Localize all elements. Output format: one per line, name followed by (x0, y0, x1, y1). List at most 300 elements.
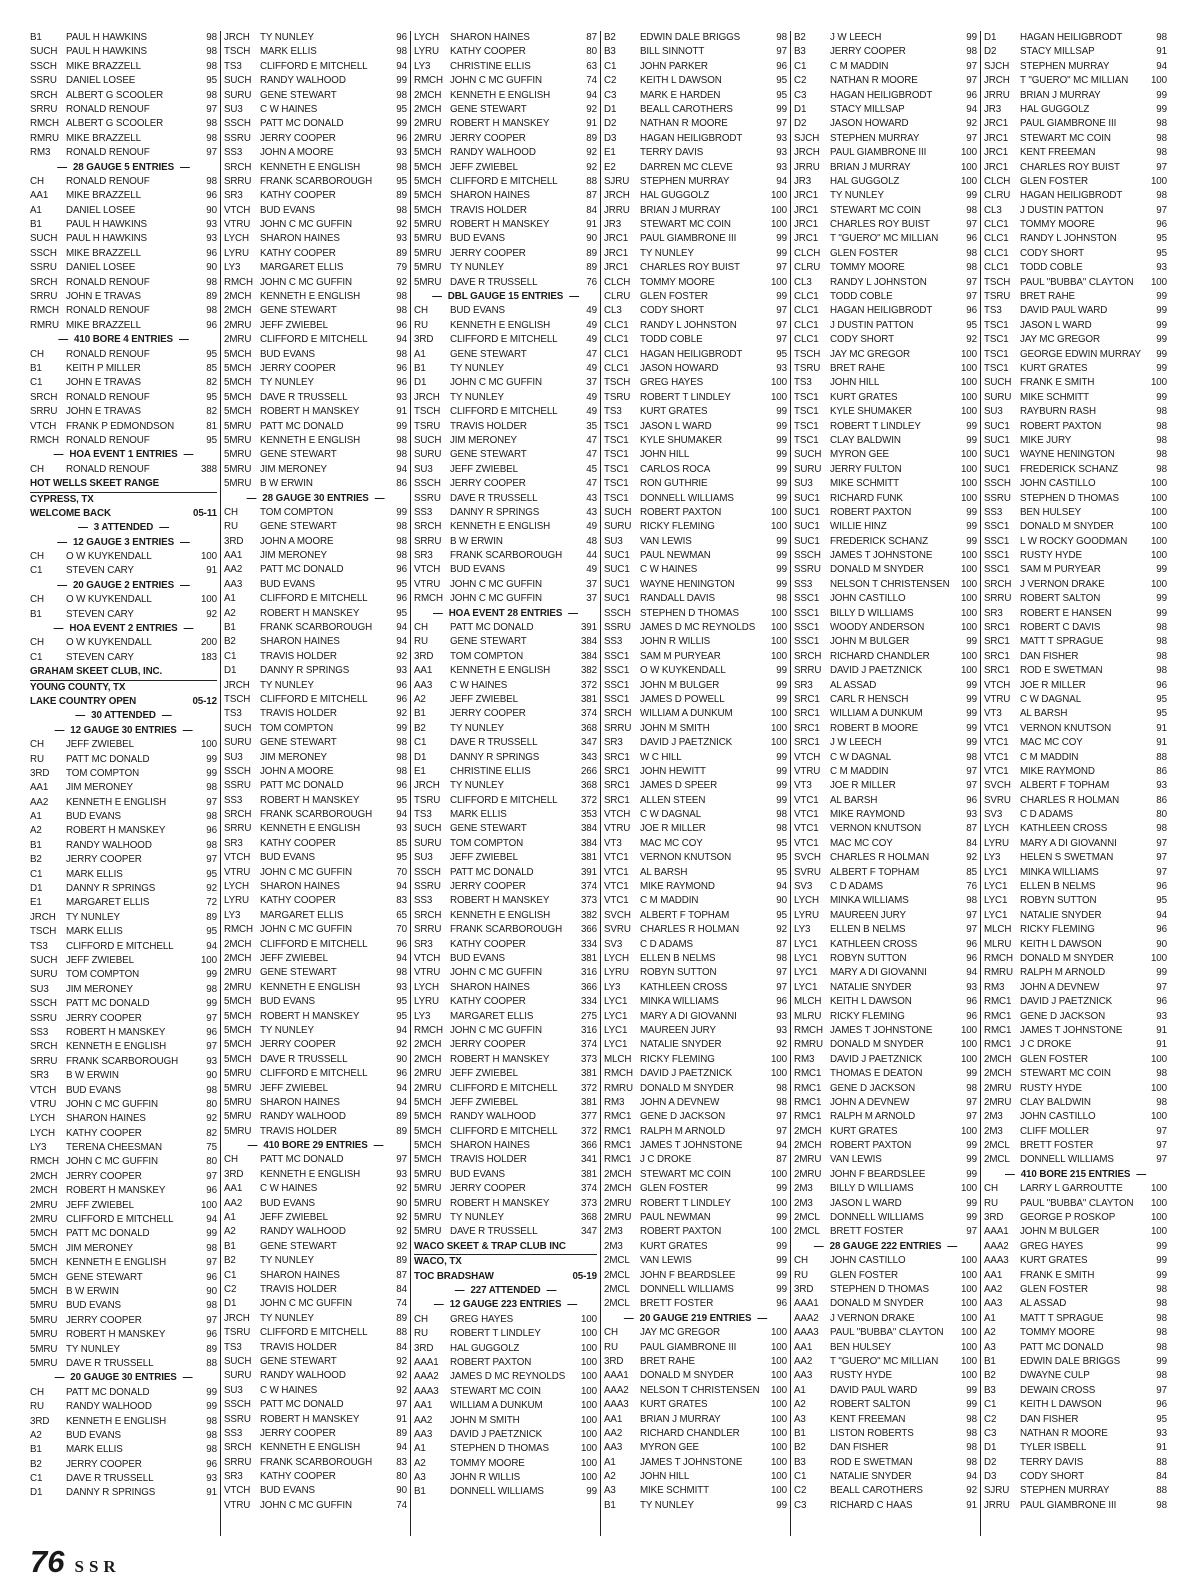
result-class: AA1 (414, 1400, 433, 1412)
shooter-name: RONALD RENOUF (66, 391, 150, 403)
shooter-name: GENE STEWART (450, 103, 527, 115)
result-entry (414, 218, 597, 232)
shooter-score: 47 (586, 478, 597, 490)
shooter-name: DAN FISHER (830, 1442, 889, 1454)
result-class: RM3 (30, 147, 51, 159)
shooter-name: JASON HOWARD (830, 118, 909, 130)
shooter-name: ELLEN B NELMS (640, 953, 716, 964)
shooter-score: 97 (206, 1041, 217, 1053)
shooter-score: 99 (966, 693, 977, 705)
result-entry (984, 376, 1167, 390)
shooter-name: DAVE R TRUSSELL (450, 737, 538, 749)
result-class: 2MCH (30, 1170, 58, 1182)
result-class: 5MCH (224, 1039, 252, 1051)
shooter-name: TY NUNLEY (450, 780, 504, 792)
shooter-name: STEWART MC COIN (1020, 132, 1111, 144)
result-class: JRCH (414, 391, 440, 403)
result-entry (794, 923, 977, 937)
result-class: SURU (30, 969, 58, 981)
result-class: AA1 (794, 1341, 813, 1353)
result-entry (224, 304, 407, 318)
result-class: SURU (604, 521, 632, 533)
shooter-name: TOM COMPTON (260, 722, 334, 734)
result-entry (984, 333, 1167, 347)
result-class: VTCH (224, 852, 251, 864)
shooter-name: T "GUERO" MC MILLIAN (830, 1355, 939, 1367)
club-name: WACO SKEET & TRAP CLUB INC (414, 1240, 597, 1255)
shooter-name: RICHARD C HAAS (830, 1499, 913, 1511)
shooter-name: WAYNE HENINGTON (1020, 449, 1115, 461)
result-entry (224, 851, 407, 865)
result-class: C3 (794, 1499, 807, 1511)
result-entry (984, 362, 1167, 376)
result-entry (794, 1341, 977, 1355)
result-class: 2MCH (224, 291, 252, 303)
shooter-name: TOMMY MOORE (450, 1457, 525, 1469)
result-entry (30, 376, 217, 390)
shooter-name: C W DAGNAL (640, 809, 702, 821)
shooter-score: 98 (396, 765, 407, 777)
shooter-name: TYLER ISBELL (1020, 1442, 1087, 1454)
result-class: 2MRU (414, 132, 442, 144)
result-class: SVRU (984, 794, 1011, 806)
result-entry (224, 635, 407, 649)
shooter-name: CARLOS ROCA (640, 463, 711, 475)
shooter-score: 95 (206, 391, 217, 403)
result-class: RMCH (794, 1024, 823, 1036)
result-entry (794, 650, 977, 664)
result-class: SRCH (224, 1442, 252, 1454)
result-class: SS3 (414, 506, 433, 518)
result-entry (414, 938, 597, 952)
result-entry (604, 808, 787, 822)
shooter-name: ROBERT PAXTON (830, 1140, 912, 1152)
shooter-score: 334 (580, 996, 597, 1008)
shooter-score: 95 (1156, 708, 1167, 720)
result-class: AA2 (30, 796, 49, 808)
result-class: RMC1 (984, 996, 1012, 1008)
result-entry (604, 463, 787, 477)
result-class: JRCH (984, 75, 1010, 87)
shooter-score: 93 (396, 147, 407, 159)
result-class: TSRU (794, 362, 821, 374)
shooter-name: JERRY COOPER (66, 854, 142, 866)
result-class: B2 (984, 1370, 996, 1382)
shooter-score: 100 (960, 391, 977, 403)
shooter-name: RALPH M ARNOLD (830, 1111, 916, 1123)
result-class: SUCH (224, 1355, 252, 1367)
shooter-score: 95 (776, 909, 787, 921)
shooter-score: 96 (206, 247, 217, 259)
result-entry (30, 796, 217, 810)
result-entry (414, 621, 597, 635)
shooter-score: 97 (206, 103, 217, 115)
shooter-name: DANNY R SPRINGS (260, 665, 350, 677)
result-entry (604, 751, 787, 765)
shooter-score: 99 (776, 679, 787, 691)
shooter-score: 96 (396, 132, 407, 144)
shooter-name: PAUL GIAMBRONE III (830, 147, 927, 159)
shooter-score: 96 (776, 1298, 787, 1310)
shooter-score: 368 (580, 780, 597, 792)
shooter-score: 98 (396, 348, 407, 360)
result-class: C1 (224, 1269, 237, 1281)
heading-text: DBL GAUGE 15 ENTRIES (447, 291, 564, 303)
shooter-score: 93 (396, 981, 407, 993)
result-class: AAA3 (984, 1255, 1009, 1267)
shooter-score: 99 (396, 420, 407, 432)
result-entry (794, 1139, 977, 1153)
shooter-name: KEITH L DAWSON (1020, 938, 1102, 950)
result-entry (604, 506, 787, 520)
result-class: 5MRU (224, 1096, 252, 1108)
result-entry (224, 966, 407, 980)
result-entry (794, 1096, 977, 1110)
shooter-name: VERNON KNUTSON (1020, 722, 1112, 734)
shooter-name: STEPHEN D THOMAS (830, 1283, 929, 1295)
shooter-name: RONALD RENOUF (66, 175, 150, 187)
shooter-score: 97 (1156, 1140, 1167, 1152)
shooter-name: BUD EVANS (260, 852, 315, 864)
result-class: A2 (414, 693, 426, 705)
shooter-score: 90 (1156, 938, 1167, 950)
shooter-score: 334 (580, 938, 597, 950)
result-entry (984, 894, 1167, 908)
shooter-name: MIKE BRAZZELL (66, 190, 141, 202)
result-class: AA1 (984, 1269, 1003, 1281)
result-entry (30, 146, 217, 160)
result-entry (604, 1254, 787, 1268)
result-entry (794, 204, 977, 218)
result-class: LYRU (604, 967, 630, 979)
shooter-name: JAMES D MC REYNOLDS (450, 1371, 566, 1383)
result-class: CLC1 (794, 334, 819, 346)
shooter-score: 79 (396, 262, 407, 274)
result-class: AA3 (604, 1442, 623, 1454)
section-heading (224, 1139, 407, 1153)
shooter-name: JEFF ZWIEBEL (260, 319, 328, 331)
result-class: SSCH (30, 247, 57, 259)
result-class: CH (414, 622, 428, 634)
shooter-score: 98 (966, 204, 977, 216)
result-class: SRCH (224, 809, 252, 821)
result-entry (604, 894, 787, 908)
shooter-score: 99 (966, 1068, 977, 1080)
shooter-name: CHARLES R HOLMAN (1020, 794, 1120, 806)
result-class: 5MRU (224, 478, 252, 490)
result-class: TSCH (604, 377, 631, 389)
result-entry (984, 1269, 1167, 1283)
shooter-score: 43 (586, 506, 597, 518)
shooter-name: GLEN FOSTER (830, 247, 899, 259)
shooter-name: KURT GRATES (640, 1399, 708, 1411)
result-class: AAA2 (604, 1384, 629, 1396)
result-entry (414, 1211, 597, 1225)
result-class: AA1 (30, 782, 49, 794)
shooter-name: CLAY BALDWIN (1020, 1096, 1091, 1108)
club-location: YOUNG COUNTY, TX (30, 681, 126, 693)
shooter-score: 99 (776, 564, 787, 576)
shooter-name: AL ASSAD (1020, 1298, 1067, 1310)
dash: — (247, 1140, 258, 1152)
results-column (220, 31, 410, 1536)
result-class: VTRU (30, 1098, 57, 1110)
result-class: SRCH (224, 161, 252, 173)
shooter-score: 97 (966, 1226, 977, 1238)
result-entry (224, 866, 407, 880)
shooter-name: ROD E SWETMAN (1020, 665, 1103, 677)
shooter-name: PAUL GIAMBRONE III (640, 1341, 737, 1353)
shooter-name: WILLIAM A DUNKUM (640, 708, 733, 720)
shooter-name: RICKY FLEMING (640, 1053, 715, 1065)
shooter-name: BUD EVANS (260, 996, 315, 1008)
result-class: TS3 (224, 708, 242, 720)
result-entry (604, 103, 787, 117)
shooter-score: 99 (776, 693, 787, 705)
result-class: SJCH (984, 60, 1010, 72)
result-entry (604, 880, 787, 894)
shooter-score: 374 (580, 1039, 597, 1051)
result-class: 2MCL (604, 1269, 630, 1281)
result-entry (984, 1254, 1167, 1268)
shooter-name: MARGARET ELLIS (450, 1010, 534, 1022)
shooter-name: TY NUNLEY (66, 911, 120, 923)
result-entry (30, 189, 217, 203)
shooter-score: 96 (396, 693, 407, 705)
result-entry (794, 1110, 977, 1124)
result-class: A2 (30, 825, 42, 837)
shooter-name: GREG HAYES (1020, 1240, 1084, 1252)
result-class: SRC1 (604, 751, 630, 763)
shooter-name: EDWIN DALE BRIGGS (640, 32, 741, 43)
event-title (30, 695, 217, 709)
result-entry (984, 1197, 1167, 1211)
shooter-score: 37 (586, 377, 597, 389)
shooter-score: 100 (770, 708, 787, 720)
result-entry (414, 923, 597, 937)
result-class: SR3 (224, 190, 243, 202)
result-class: SRCH (794, 650, 822, 662)
heading-text: 410 BORE 29 ENTRIES (263, 1140, 368, 1152)
result-entry (984, 1312, 1167, 1326)
result-class: C1 (30, 651, 43, 663)
result-class: LYC1 (604, 996, 628, 1008)
shooter-score: 374 (580, 708, 597, 720)
shooter-name: ROBERT H MANSKEY (450, 895, 550, 907)
shooter-score: 95 (776, 348, 787, 360)
shooter-score: 87 (966, 823, 977, 835)
result-entry (30, 319, 217, 333)
shooter-name: KATHY COOPER (450, 938, 526, 950)
result-entry (224, 909, 407, 923)
result-entry (604, 376, 787, 390)
result-entry (604, 1240, 787, 1254)
result-class: SSRU (414, 492, 441, 504)
result-entry (984, 31, 1167, 45)
shooter-score: 99 (966, 737, 977, 749)
shooter-score: 89 (586, 132, 597, 144)
result-class: TS3 (604, 406, 622, 418)
shooter-name: CLIFFORD E MITCHELL (450, 1082, 558, 1094)
shooter-name: JOHN C MC GUFFIN (260, 1499, 353, 1511)
result-entry (604, 1484, 787, 1498)
result-class: CLC1 (794, 305, 819, 317)
result-entry (30, 1328, 217, 1342)
shooter-score: 98 (206, 1300, 217, 1312)
shooter-name: AL BARSH (640, 866, 688, 878)
shooter-name: MAC MC COY (1020, 737, 1083, 749)
result-class: VT3 (984, 708, 1002, 720)
result-class: 5MCH (224, 377, 252, 389)
result-class: TSRU (984, 291, 1011, 303)
shooter-score: 94 (396, 636, 407, 648)
shooter-score: 96 (1156, 924, 1167, 936)
result-entry (984, 434, 1167, 448)
result-class: TSC1 (984, 362, 1009, 374)
shooter-score: 98 (396, 46, 407, 58)
shooter-score: 347 (580, 737, 597, 749)
shooter-name: KATHLEEN CROSS (830, 938, 918, 950)
shooter-name: GENE D JACKSON (1020, 1010, 1106, 1022)
shooter-score: 74 (396, 1298, 407, 1310)
result-entry (30, 1285, 217, 1299)
result-class: RU (30, 753, 44, 765)
result-class: 2MCH (30, 1185, 58, 1197)
shooter-name: KEITH L DAWSON (640, 75, 722, 87)
shooter-score: 89 (206, 1343, 217, 1355)
result-class: B2 (224, 1255, 236, 1267)
shooter-name: CLIFFORD E MITCHELL (260, 1068, 368, 1080)
result-class: AAA1 (604, 1370, 629, 1382)
result-entry (794, 319, 977, 333)
result-entry (224, 405, 407, 419)
result-class: JRRU (984, 1499, 1010, 1511)
result-class: AA2 (224, 564, 243, 576)
result-entry (414, 175, 597, 189)
shooter-score: 373 (580, 895, 597, 907)
shooter-score: 100 (580, 1457, 597, 1469)
shooter-name: MARGARET ELLIS (66, 897, 150, 909)
result-entry (984, 779, 1167, 793)
shooter-score: 92 (206, 1113, 217, 1125)
shooter-name: TERRY DAVIS (1020, 1456, 1084, 1468)
shooter-name: FRANK SCARBOROUGH (66, 1055, 179, 1067)
shooter-name: JOHN C MC GUFFIN (450, 377, 543, 389)
shooter-score: 99 (1156, 1355, 1167, 1367)
shooter-name: JERRY COOPER (450, 247, 526, 259)
shooter-score: 100 (960, 175, 977, 187)
shooter-score: 100 (770, 1485, 787, 1497)
shooter-name: BRET RAHE (1020, 291, 1075, 303)
result-class: SSRU (604, 622, 631, 634)
shooter-score: 94 (206, 940, 217, 952)
shooter-score: 92 (966, 1485, 977, 1497)
shooter-score: 83 (396, 895, 407, 907)
shooter-name: PATT MC DONALD (260, 420, 344, 432)
shooter-score: 366 (580, 924, 597, 936)
shooter-score: 98 (396, 449, 407, 461)
shooter-score: 98 (206, 118, 217, 130)
result-entry (984, 103, 1167, 117)
shooter-name: FREDERICK SCHANZ (1020, 463, 1119, 475)
result-entry (794, 1470, 977, 1484)
shooter-score: 91 (1156, 722, 1167, 734)
result-class: SSC1 (984, 550, 1010, 562)
result-class: TSC1 (984, 319, 1009, 331)
result-class: C2 (984, 1413, 997, 1425)
result-entry (414, 563, 597, 577)
result-entry (984, 60, 1167, 74)
result-entry (224, 650, 407, 664)
shooter-score: 100 (770, 377, 787, 389)
result-class: SU3 (224, 751, 243, 763)
shooter-score: 99 (966, 521, 977, 533)
shooter-name: HAL GUGGOLZ (640, 190, 710, 202)
result-entry (604, 851, 787, 865)
event-date: 05-12 (192, 695, 217, 707)
shooter-score: 94 (1156, 60, 1167, 72)
result-class: AA1 (414, 665, 433, 677)
shooter-name: JEFF ZWIEBEL (450, 1096, 518, 1108)
result-class: MLCH (794, 996, 822, 1008)
result-entry (984, 1182, 1167, 1196)
result-entry (414, 1110, 597, 1124)
result-entry (604, 1010, 787, 1024)
result-entry (604, 966, 787, 980)
shooter-score: 89 (396, 1312, 407, 1324)
shooter-name: GENE D JACKSON (830, 1082, 916, 1094)
shooter-name: STEPHEN MURRAY (1020, 60, 1110, 72)
result-entry (414, 808, 597, 822)
shooter-score: 92 (966, 118, 977, 130)
result-entry (794, 1456, 977, 1470)
result-entry (984, 765, 1167, 779)
shooter-name: ROBERT PAXTON (830, 506, 912, 518)
result-class: LY3 (604, 981, 621, 993)
result-entry (30, 868, 217, 882)
result-entry (414, 1327, 597, 1341)
result-entry (604, 1096, 787, 1110)
shooter-name: CLIFFORD E MITCHELL (66, 940, 174, 952)
result-class: JRRU (794, 161, 820, 173)
result-class: SR3 (794, 679, 813, 691)
shooter-name: TRAVIS HOLDER (450, 204, 527, 216)
shooter-score: 97 (206, 147, 217, 159)
shooter-name: STEPHEN D THOMAS (450, 1443, 549, 1455)
result-entry (414, 1399, 597, 1413)
result-entry (414, 1182, 597, 1196)
shooter-name: JOE R MILLER (640, 823, 706, 835)
shooter-name: HAGAN HEILIGBRODT (830, 89, 933, 101)
shooter-score: 97 (966, 1111, 977, 1123)
result-entry (30, 911, 217, 925)
shooter-score: 100 (960, 550, 977, 562)
shooter-name: KENNETH E ENGLISH (260, 823, 361, 835)
shooter-name: BRIAN J MURRAY (640, 1413, 721, 1425)
result-class: 5MRU (414, 219, 442, 231)
shooter-name: MIKE SCHMITT (1020, 391, 1090, 403)
result-class: D1 (224, 665, 237, 677)
result-entry (984, 938, 1167, 952)
result-entry (604, 448, 787, 462)
result-class: B1 (414, 1486, 426, 1498)
shooter-score: 99 (966, 636, 977, 648)
shooter-name: TY NUNLEY (260, 1312, 314, 1324)
shooter-score: 100 (770, 521, 787, 533)
shooter-score: 95 (396, 103, 407, 115)
shooter-score: 382 (580, 665, 597, 677)
result-entry (414, 952, 597, 966)
